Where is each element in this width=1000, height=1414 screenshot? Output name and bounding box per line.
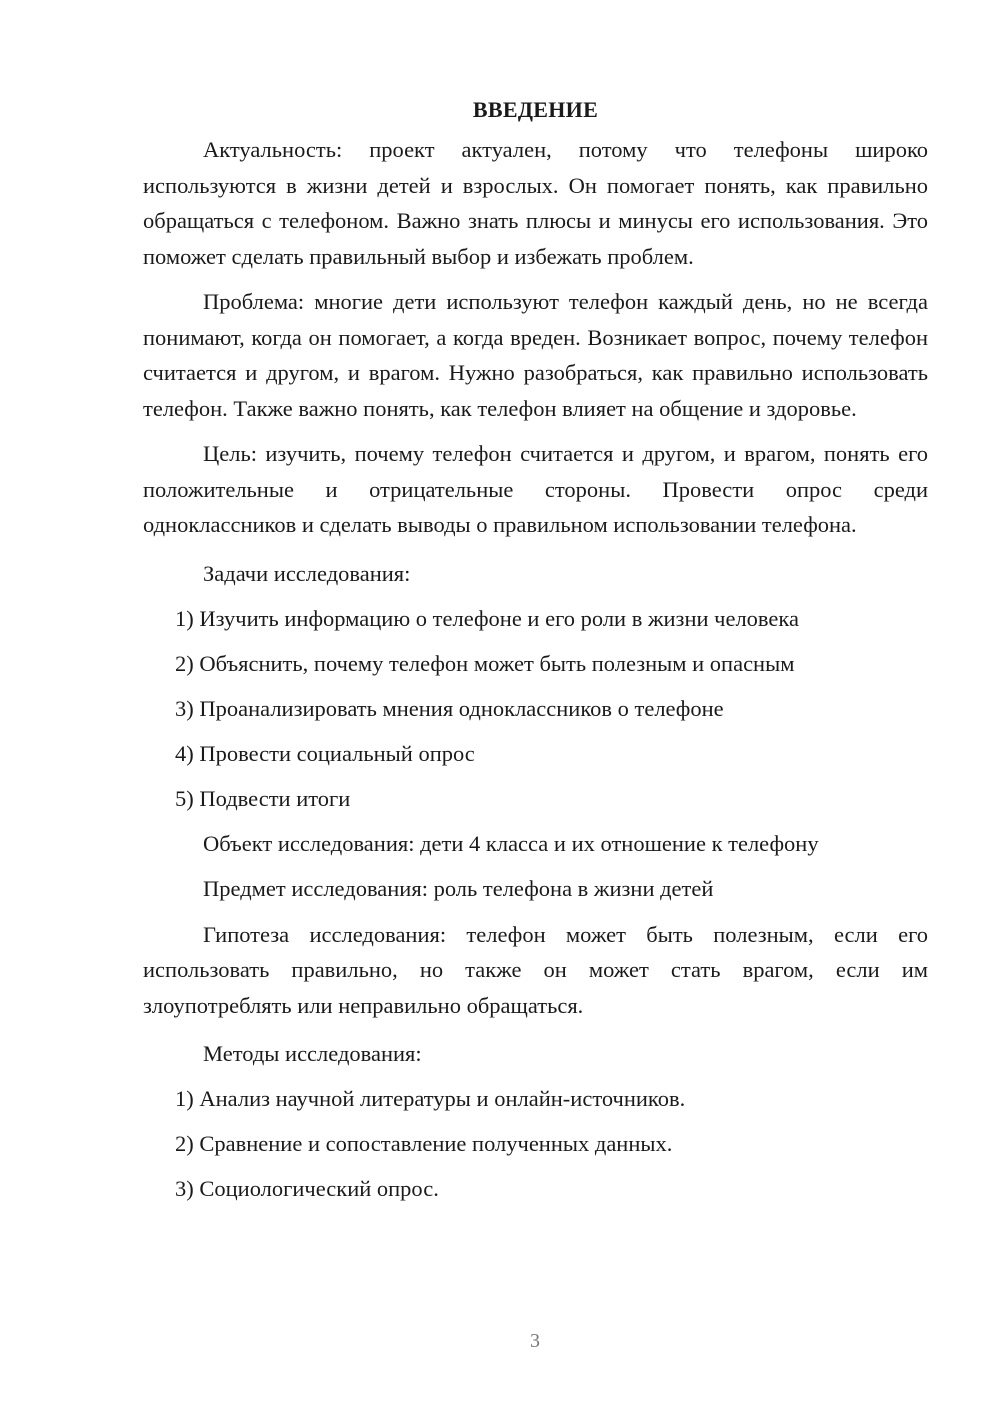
- page-title: ВВЕДЕНИЕ: [472, 97, 599, 122]
- task-item: 4) Провести социальный опрос: [175, 740, 475, 766]
- tasks-heading: Задачи исследования:: [203, 560, 411, 586]
- method-item: 1) Анализ научной литературы и онлайн-источников.: [175, 1086, 686, 1111]
- method-item: 2) Сравнение и сопоставление полученных данных.: [175, 1131, 673, 1156]
- page-content: [143, 95, 928, 1206]
- task-item: 1) Изучить информацию о телефоне и его роли в жизни человека: [175, 605, 799, 631]
- hypothesis-paragraph: Гипотеза исследования: телефон может быть полезным, если его использовать правильно, но также он может стать врагом, если им злоупотреблять или неправильно обращаться.: [143, 921, 928, 1018]
- relevance-paragraph: Актуальность: проект актуален, потому что телефоны широко используются в жизни детей и взрослых. Он помогает понять, как правильно обращаться с телефоном. Важно знать плюсы и минусы его использования. Это поможет сделать правильный выбор и избежать проблем.: [143, 137, 928, 269]
- task-item: 3) Проанализировать мнения одноклассников о телефоне: [175, 695, 724, 721]
- research-subject: Предмет исследования: роль телефона в жизни детей: [203, 875, 714, 901]
- methods-heading: Методы исследования:: [203, 1041, 422, 1066]
- task-item: 2) Объяснить, почему телефон может быть полезным и опасным: [175, 650, 795, 676]
- goal-paragraph: Цель: изучить, почему телефон считается и другом, и врагом, понять его положительные и отрицательные стороны. Провести опрос среди одноклассников и сделать выводы о правильном использовании телефона.: [143, 441, 928, 537]
- research-object: Объект исследования: дети 4 класса и их отношение к телефону: [203, 830, 819, 856]
- method-item: 3) Социологический опрос.: [175, 1176, 439, 1201]
- problem-paragraph: Проблема: многие дети используют телефон каждый день, но не всегда понимают, когда он помогает, а когда вреден. Возникает вопрос, почему телефон считается и другом, и врагом. Нужно разобраться, как правильно использовать телефон. Также важно понять, как телефон влияет на общение и здоровье.: [143, 289, 928, 421]
- page-number: 3: [530, 1330, 540, 1352]
- task-item: 5) Подвести итоги: [175, 785, 351, 811]
